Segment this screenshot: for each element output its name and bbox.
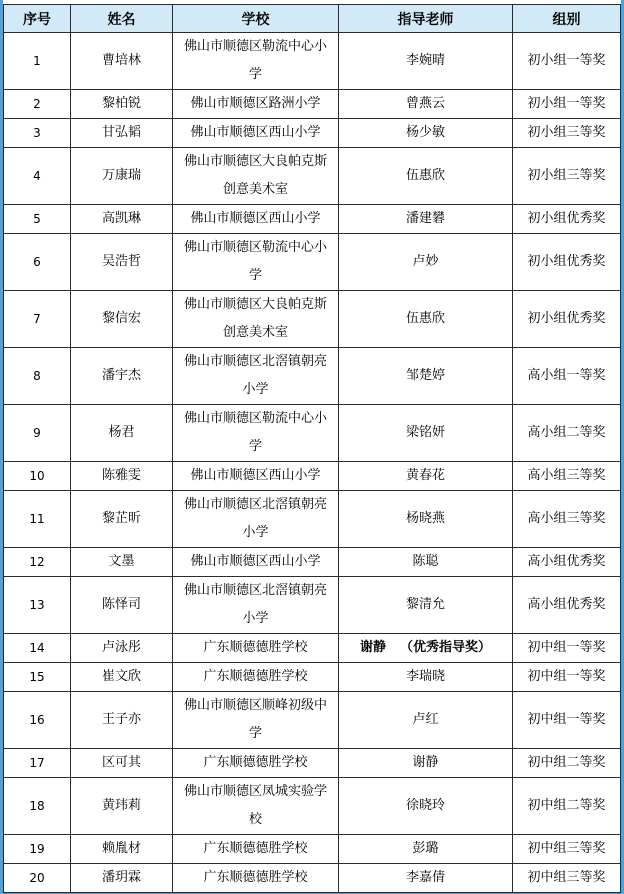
school-name: 广东顺德德胜学校 xyxy=(173,864,339,893)
table-row xyxy=(4,491,621,548)
row-index: 18 xyxy=(4,778,71,835)
school-name: 佛山市顺德区北滘镇朝亮小学 xyxy=(173,491,339,548)
teacher-name: 李嘉倩 xyxy=(405,870,445,885)
student-name: 王子亦 xyxy=(71,692,173,749)
teacher-cell xyxy=(339,119,513,148)
teacher-cell xyxy=(339,148,513,205)
teacher-name: 卢妙 xyxy=(412,254,439,269)
award-group: 初中组一等奖 xyxy=(513,692,621,749)
teacher-name: 杨晓燕 xyxy=(405,511,445,526)
teacher-cell xyxy=(339,663,513,692)
table-row xyxy=(4,90,621,119)
teacher-cell xyxy=(339,835,513,864)
student-name: 甘弘韬 xyxy=(71,119,173,148)
header-school: 学校 xyxy=(173,5,339,33)
award-group: 初中组二等奖 xyxy=(513,749,621,778)
teacher-cell xyxy=(339,634,513,663)
award-group: 初中组三等奖 xyxy=(513,864,621,893)
student-name: 杨君 xyxy=(71,405,173,462)
school-name: 佛山市顺德区凤城实验学校 xyxy=(173,778,339,835)
school-name: 广东顺德德胜学校 xyxy=(173,749,339,778)
row-index: 19 xyxy=(4,835,71,864)
school-name: 佛山市顺德区路洲小学 xyxy=(173,90,339,119)
student-name: 文墨 xyxy=(71,548,173,577)
teacher-name: 卢红 xyxy=(412,712,439,727)
student-name: 区可其 xyxy=(71,749,173,778)
student-name: 潘玥霖 xyxy=(71,864,173,893)
table-row xyxy=(4,749,621,778)
teacher-name: 伍惠欣 xyxy=(405,311,445,326)
teacher-cell xyxy=(339,234,513,291)
student-name: 黎柏锐 xyxy=(71,90,173,119)
table-row xyxy=(4,148,621,205)
teacher-cell xyxy=(339,33,513,90)
table-row xyxy=(4,548,621,577)
award-group: 初小组三等奖 xyxy=(513,148,621,205)
table-row xyxy=(4,405,621,462)
table-row xyxy=(4,205,621,234)
student-name: 曹培林 xyxy=(71,33,173,90)
teacher-cell xyxy=(339,577,513,634)
header-row xyxy=(4,5,621,33)
teacher-name: 曾燕云 xyxy=(405,96,445,111)
table-row xyxy=(4,778,621,835)
table-row xyxy=(4,291,621,348)
school-name: 佛山市顺德区勒流中心小学 xyxy=(173,33,339,90)
school-name: 佛山市顺德区顺峰初级中学 xyxy=(173,692,339,749)
student-name: 黎芷昕 xyxy=(71,491,173,548)
student-name: 万康瑞 xyxy=(71,148,173,205)
teacher-cell xyxy=(339,548,513,577)
row-index: 20 xyxy=(4,864,71,893)
header-group: 组别 xyxy=(513,5,621,33)
award-group: 高小组三等奖 xyxy=(513,491,621,548)
table-row xyxy=(4,835,621,864)
school-name: 佛山市顺德区大良帕克斯创意美术室 xyxy=(173,291,339,348)
award-group: 初小组优秀奖 xyxy=(513,291,621,348)
school-name: 佛山市顺德区西山小学 xyxy=(173,205,339,234)
teacher-name: 陈聪 xyxy=(412,554,439,569)
teacher-cell xyxy=(339,462,513,491)
row-index: 10 xyxy=(4,462,71,491)
school-name: 佛山市顺德区勒流中心小学 xyxy=(173,234,339,291)
teacher-name: 李瑞晓 xyxy=(405,669,445,684)
school-name: 佛山市顺德区西山小学 xyxy=(173,548,339,577)
teacher-name: 黄春花 xyxy=(405,468,445,483)
table-row xyxy=(4,348,621,405)
header-index: 序号 xyxy=(4,5,71,33)
row-index: 15 xyxy=(4,663,71,692)
award-table xyxy=(3,4,621,893)
school-name: 广东顺德德胜学校 xyxy=(173,634,339,663)
student-name: 潘宇杰 xyxy=(71,348,173,405)
table-row xyxy=(4,234,621,291)
row-index: 9 xyxy=(4,405,71,462)
teacher-name: 黎清允 xyxy=(405,597,445,612)
table-header xyxy=(4,5,621,33)
table-row xyxy=(4,119,621,148)
table-row xyxy=(4,462,621,491)
row-index: 13 xyxy=(4,577,71,634)
award-group: 高小组优秀奖 xyxy=(513,577,621,634)
school-name: 佛山市顺德区大良帕克斯创意美术室 xyxy=(173,148,339,205)
award-group: 高小组二等奖 xyxy=(513,405,621,462)
school-name: 佛山市顺德区北滘镇朝亮小学 xyxy=(173,348,339,405)
row-index: 1 xyxy=(4,33,71,90)
student-name: 赖胤材 xyxy=(71,835,173,864)
award-group: 高小组三等奖 xyxy=(513,462,621,491)
row-index: 12 xyxy=(4,548,71,577)
teacher-name: 彭璐 xyxy=(412,841,439,856)
table-row xyxy=(4,663,621,692)
student-name: 黄玮莉 xyxy=(71,778,173,835)
table-body xyxy=(4,33,621,893)
award-group: 初小组一等奖 xyxy=(513,90,621,119)
teacher-cell xyxy=(339,778,513,835)
teacher-name: 梁铭妍 xyxy=(405,425,445,440)
school-name: 佛山市顺德区西山小学 xyxy=(173,119,339,148)
award-group: 初中组一等奖 xyxy=(513,634,621,663)
teacher-cell xyxy=(339,405,513,462)
row-index: 17 xyxy=(4,749,71,778)
row-index: 11 xyxy=(4,491,71,548)
award-group: 初中组一等奖 xyxy=(513,663,621,692)
teacher-name: 李婉晴 xyxy=(405,53,445,68)
teacher-name: 潘建礬 xyxy=(405,211,445,226)
teacher-cell xyxy=(339,348,513,405)
award-group: 初小组优秀奖 xyxy=(513,234,621,291)
student-name: 高凯琳 xyxy=(71,205,173,234)
table-row xyxy=(4,692,621,749)
award-group: 初小组三等奖 xyxy=(513,119,621,148)
row-index: 6 xyxy=(4,234,71,291)
table-row xyxy=(4,33,621,90)
teacher-cell xyxy=(339,90,513,119)
school-name: 广东顺德德胜学校 xyxy=(173,663,339,692)
student-name: 陈雅雯 xyxy=(71,462,173,491)
teacher-name: 谢静 xyxy=(412,755,439,770)
row-index: 14 xyxy=(4,634,71,663)
award-group: 初小组优秀奖 xyxy=(513,205,621,234)
award-group: 初中组二等奖 xyxy=(513,778,621,835)
school-name: 佛山市顺德区勒流中心小学 xyxy=(173,405,339,462)
teacher-cell xyxy=(339,291,513,348)
teacher-name: 徐晓玲 xyxy=(405,798,445,813)
teacher-name: 伍惠欣 xyxy=(405,168,445,183)
teacher-award-note: （优秀指导奖） xyxy=(400,640,492,655)
row-index: 16 xyxy=(4,692,71,749)
award-group: 高小组优秀奖 xyxy=(513,548,621,577)
teacher-name: 邹楚婷 xyxy=(405,368,445,383)
row-index: 5 xyxy=(4,205,71,234)
row-index: 7 xyxy=(4,291,71,348)
header-teacher: 指导老师 xyxy=(339,5,513,33)
row-index: 3 xyxy=(4,119,71,148)
teacher-name: 杨少敏 xyxy=(405,125,445,140)
row-index: 4 xyxy=(4,148,71,205)
award-group: 高小组一等奖 xyxy=(513,348,621,405)
student-name: 卢泳彤 xyxy=(71,634,173,663)
award-group: 初小组一等奖 xyxy=(513,33,621,90)
row-index: 8 xyxy=(4,348,71,405)
table-row xyxy=(4,864,621,893)
teacher-cell xyxy=(339,692,513,749)
table-row xyxy=(4,577,621,634)
student-name: 崔文欣 xyxy=(71,663,173,692)
teacher-cell xyxy=(339,864,513,893)
teacher-cell xyxy=(339,491,513,548)
student-name: 吴浩哲 xyxy=(71,234,173,291)
award-group: 初中组三等奖 xyxy=(513,835,621,864)
header-name: 姓名 xyxy=(71,5,173,33)
student-name: 陈怿司 xyxy=(71,577,173,634)
school-name: 佛山市顺德区西山小学 xyxy=(173,462,339,491)
teacher-name: 谢静 xyxy=(359,640,386,655)
table-row xyxy=(4,634,621,663)
student-name: 黎信宏 xyxy=(71,291,173,348)
teacher-cell xyxy=(339,205,513,234)
school-name: 佛山市顺德区北滘镇朝亮小学 xyxy=(173,577,339,634)
teacher-cell xyxy=(339,749,513,778)
row-index: 2 xyxy=(4,90,71,119)
school-name: 广东顺德德胜学校 xyxy=(173,835,339,864)
